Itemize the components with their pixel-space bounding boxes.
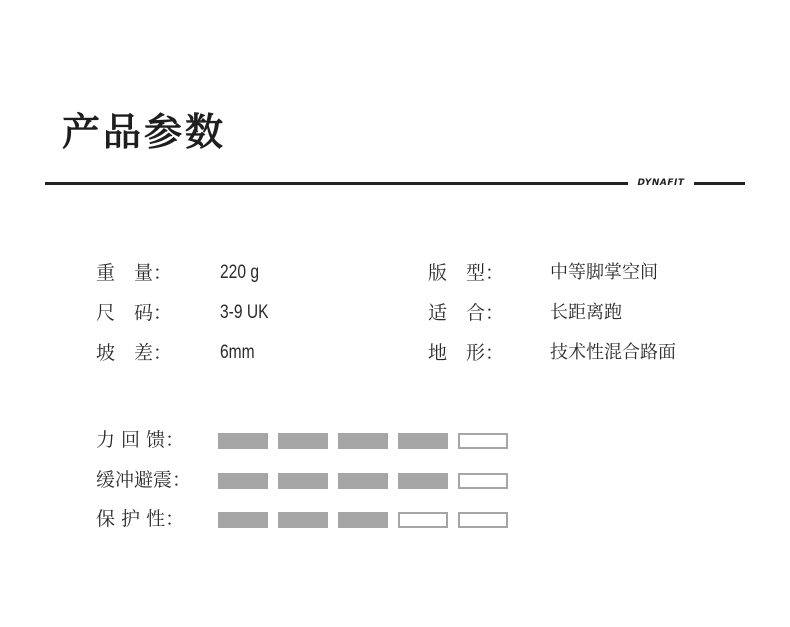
rating-segment-empty <box>398 512 448 528</box>
rating-segment-filled <box>338 512 388 528</box>
spec-label: 重 量： <box>96 262 173 284</box>
brand-logo: DYNAFIT <box>637 178 685 188</box>
rating-segment-filled <box>278 433 328 449</box>
spec-label: 尺 码： <box>96 302 173 324</box>
spec-label: 坡 差： <box>96 342 173 364</box>
spec-label: 版 型： <box>428 262 505 284</box>
divider-right <box>694 182 745 185</box>
spec-label: 适 合： <box>428 302 505 324</box>
rating-segment-filled <box>278 512 328 528</box>
rating-segment-filled <box>338 433 388 449</box>
spec-value: 技术性混合路面 <box>550 342 676 363</box>
rating-segment-empty <box>458 512 508 528</box>
page-title: 产品参数 <box>62 110 227 154</box>
spec-value: 6mm <box>220 342 255 363</box>
rating-segment-empty <box>458 473 508 489</box>
rating-segment-empty <box>458 433 508 449</box>
rating-segment-filled <box>398 473 448 489</box>
rating-segment-filled <box>338 473 388 489</box>
spec-value: 220 g <box>220 262 259 283</box>
rating-segment-filled <box>218 433 268 449</box>
rating-label: 缓冲避震： <box>96 469 192 491</box>
spec-value: 长距离跑 <box>550 302 622 323</box>
divider-left <box>45 182 628 185</box>
rating-segment-filled <box>218 512 268 528</box>
spec-value: 中等脚掌空间 <box>550 262 658 283</box>
spec-value: 3-9 UK <box>220 302 269 323</box>
rating-label: 保 护 性： <box>96 508 185 530</box>
spec-label: 地 形： <box>428 342 505 364</box>
rating-label: 力 回 馈： <box>96 429 185 451</box>
rating-segment-filled <box>278 473 328 489</box>
rating-segment-filled <box>218 473 268 489</box>
rating-segment-filled <box>398 433 448 449</box>
